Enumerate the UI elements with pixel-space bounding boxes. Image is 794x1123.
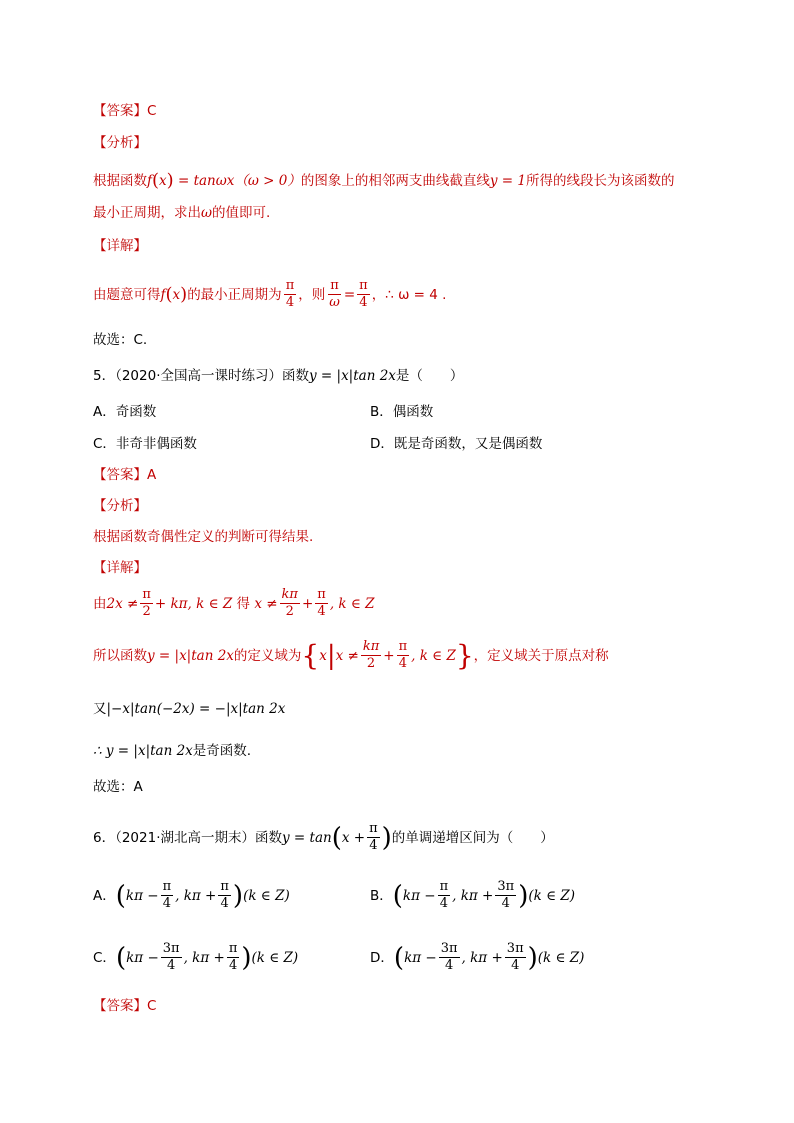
q6-option-b: B．(kπ − $\frac{\pi}{4}$ , kπ + $\frac{3\pi}{4}$ )(k ∈ Z) [370,879,576,912]
text: ，∴ ω = 4 . [371,286,447,303]
q4-choose: 故选：C. [93,332,148,348]
frac: $\frac{k\pi}{2}$ [281,587,298,620]
text: 最小正周期，求出 [93,205,201,221]
math: y = tan [282,829,332,846]
text: 由题意可得 [93,286,161,303]
math: x ≠ [335,647,359,664]
text: 又 [93,701,107,717]
q5-stem [93,370,463,384]
text: 5．（2020·全国高一课时练习）函数 [93,368,309,384]
q5-answer: 【答案】A [93,467,157,483]
text: ，定义域关于原点对称 [473,647,609,664]
q5-option-d: D．既是奇函数，又是偶函数 [370,436,543,452]
q5-choose: 故选：A [93,779,143,795]
math: x + [341,829,366,846]
text: ，则 [298,286,326,303]
text: 的定义域为 [233,647,302,664]
text: 的最小正周期为 [187,286,282,303]
q5-detail-line1 [93,588,375,620]
frac: $\frac{\pi}{4}$ [359,278,368,311]
text: 的图象上的相邻两支曲线截直线 [300,173,490,189]
math: + [383,647,395,664]
frac: $\frac{\pi}{4}$ [285,278,295,311]
frac: $\frac{\pi}{4}$ [398,639,408,672]
math-x: x [159,173,167,189]
q5-option-c: C．非奇非偶函数 [93,436,197,452]
q5-analysis: 根据函数奇偶性定义的判断可得结果. [93,529,314,545]
math: x [319,647,327,664]
math-f: f [160,286,166,303]
text: 的单调递增区间为（ ） [391,829,554,846]
math-eq: = [343,286,356,303]
frac: $\frac{\pi}{\omega}$ [329,278,340,311]
q4-analysis-line1: 根据函数f(x) = tanωx（ω > 0）的图象上的相邻两支曲线截直线y = 1所得的线段长为该函数的 [93,170,675,191]
q4-detail-line: 由题意可得f(x)的最小正周期为 $\frac{\pi}{4}$ ，则 $\frac{\pi}{\omega}$ = $\frac{\pi}{4}$ ，∴ ω = 4 . [93,278,447,311]
math: + kπ, k ∈ Z [154,595,233,612]
q5-analysis-tag: 【分析】 [93,498,147,514]
text: 的值即可. [212,205,271,221]
text: 得 [236,595,251,612]
text: 根据函数 [93,173,147,189]
math-omega: ω [201,205,213,221]
math-expr: y = |x|tan 2x [309,368,396,384]
text: 由 [93,595,107,612]
q5-option-b: B．偶函数 [370,404,434,420]
q4-analysis-line2 [93,207,270,221]
frac: $\frac{\pi}{4}$ [317,587,326,620]
frac: $\frac{k\pi}{2}$ [362,639,380,672]
math-eq: = tanωx（ω > 0） [173,173,301,189]
q6-stem: 6．（2021·湖北高一期末）函数y = tan(x + $\frac{\pi}{4}$ )的单调递增区间为（ ） [93,821,554,854]
math: |−x|tan(−2x) = −|x|tan 2x [106,701,286,717]
q6-option-d: D．(kπ − $\frac{3\pi}{4}$ , kπ + $\frac{3\pi}{4}$ )(k ∈ Z) [370,941,585,974]
math-f: f [147,173,152,189]
q5-detail-line2: 所以函数y = |x|tan 2x的定义域为{x|x ≠ $\frac{k\pi}{2}$ + $\frac{\pi}{4}$ , k ∈ Z}，定义域关于原点对称 [93,638,609,672]
q6-option-c: C．(kπ − $\frac{3\pi}{4}$ , kπ + $\frac{\pi}{4}$ )(k ∈ Z) [93,941,299,974]
math: , k ∈ Z [329,595,375,612]
q6-option-a: A．(kπ − $\frac{\pi}{4}$ , kπ + $\frac{\pi}{4}$ )(k ∈ Z) [93,879,290,912]
frac: $\frac{\pi}{4}$ [369,821,378,854]
math: y = |x|tan 2x [147,647,234,664]
text: 是（ ） [395,368,464,384]
q4-analysis-tag: 【分析】 [93,135,147,151]
text: 是奇函数. [192,743,252,759]
q6-answer: 【答案】C [93,998,157,1014]
math: x ≠ [254,595,278,612]
q4-answer: 【答案】C [93,103,157,119]
math: , k ∈ Z [411,647,456,664]
text: 6．（2021·湖北高一期末）函数 [93,829,282,846]
frac: $\frac{\pi}{2}$ [142,587,151,620]
q4-detail-tag: 【详解】 [93,238,147,254]
math: + [301,595,314,612]
q5-detail-tag: 【详解】 [93,560,147,576]
math: ∴ y = |x|tan 2x [93,743,193,759]
q5-detail-line4 [93,745,251,759]
q5-detail-line3 [93,703,285,717]
math-y1: y = 1 [489,173,526,189]
text: 所以函数 [93,647,147,664]
math-x: x [172,286,181,303]
text: 所得的线段长为该函数的 [526,173,675,189]
q5-option-a: A．奇函数 [93,404,157,420]
math: 2x ≠ [106,595,139,612]
